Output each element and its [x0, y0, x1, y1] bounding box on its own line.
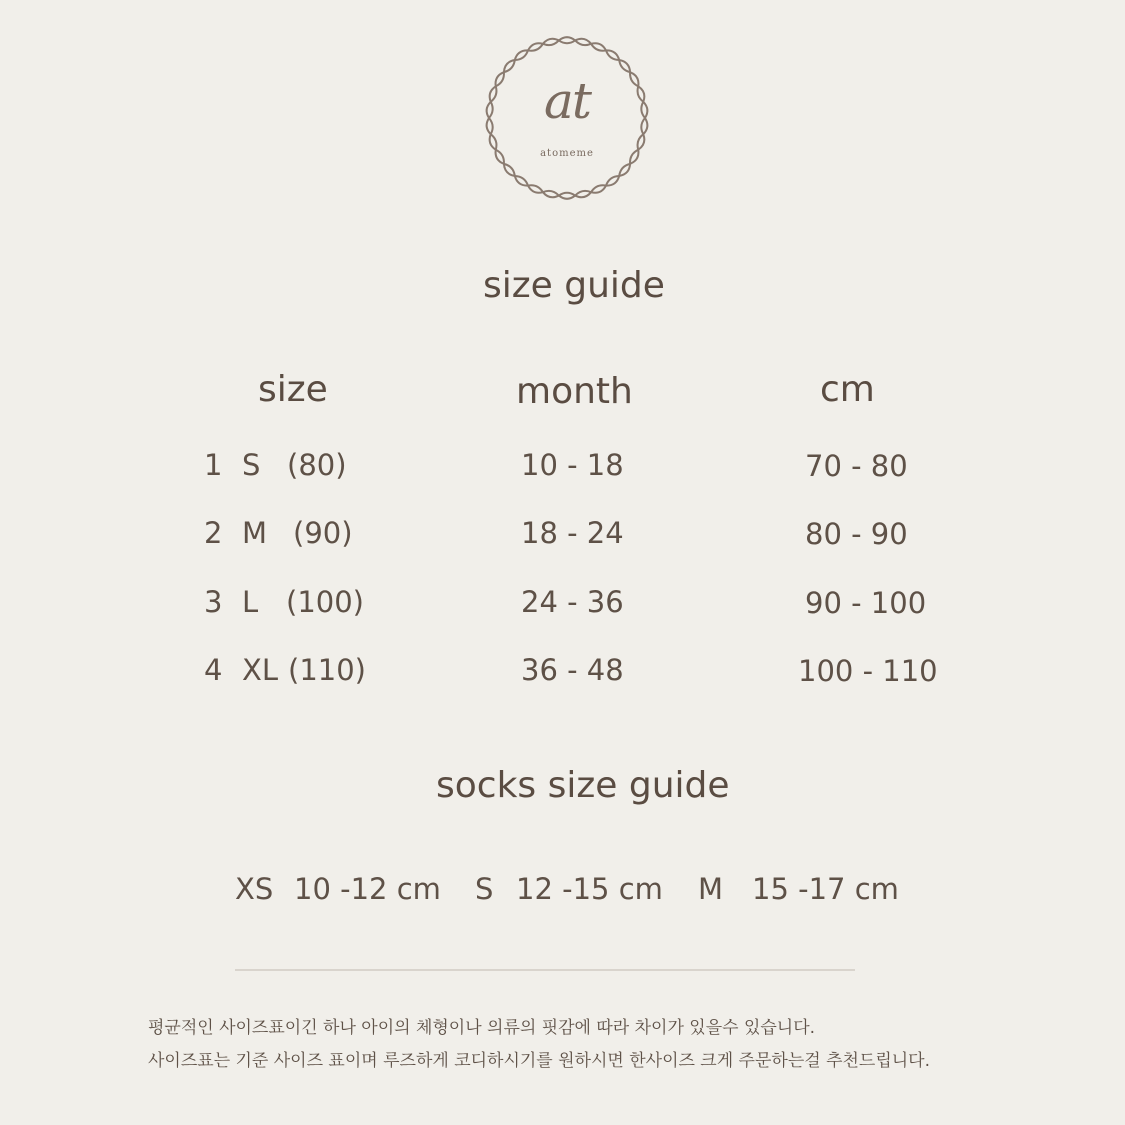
row-cm: 100 - 110 [798, 654, 938, 688]
socks-size: S [475, 872, 494, 906]
row-size-code: (100) [286, 585, 364, 619]
divider [235, 969, 855, 971]
socks-range: 12 -15 cm [516, 872, 663, 906]
row-cm: 70 - 80 [805, 449, 908, 483]
row-size-letter: XL [242, 653, 279, 687]
header-cm: cm [820, 369, 875, 410]
wreath-link [515, 176, 528, 186]
row-size-code: (80) [287, 448, 347, 482]
wreath-link [559, 37, 575, 43]
row-size-letter: S [242, 448, 261, 482]
wreath-link [559, 193, 575, 199]
header-size: size [258, 369, 328, 410]
wreath-link [490, 134, 497, 150]
row-number: 2 [204, 516, 223, 550]
socks-guide-title: socks size guide [436, 765, 730, 806]
socks-size: M [698, 872, 724, 906]
row-size-code: (110) [288, 653, 366, 687]
wreath-link [528, 185, 543, 192]
row-size-code: (90) [293, 516, 353, 550]
row-number: 3 [204, 585, 223, 619]
socks-range: 15 -17 cm [752, 872, 899, 906]
wreath-link [575, 191, 591, 197]
row-number: 1 [204, 448, 223, 482]
row-month: 18 - 24 [521, 516, 624, 550]
wreath-link [606, 50, 619, 60]
wreath-link [619, 60, 630, 72]
header-month: month [516, 371, 633, 412]
row-cm: 80 - 90 [805, 517, 908, 551]
wreath-link [543, 39, 559, 45]
note-line: 평균적인 사이즈표이긴 하나 아이의 체형이나 의류의 핏감에 따라 차이가 있을수 있습니다. [148, 1018, 816, 1038]
wreath-link [543, 191, 559, 197]
row-size-letter: L [242, 585, 259, 619]
wreath-link [504, 164, 515, 176]
note-line: 사이즈표는 기준 사이즈 표이며 루즈하게 코디하시기를 원하시면 한사이즈 크게 주문하는걸 추천드립니다. [148, 1051, 931, 1071]
wreath-link [638, 134, 645, 150]
row-month: 10 - 18 [521, 448, 624, 482]
row-month: 24 - 36 [521, 585, 624, 619]
wreath-link [591, 43, 606, 50]
wreath-link [591, 185, 606, 192]
wreath-link [619, 164, 630, 176]
wreath-link [528, 43, 543, 50]
wreath-link [575, 39, 591, 45]
wreath-link [515, 50, 528, 60]
wreath-link [504, 60, 515, 72]
logo-monogram: at [544, 72, 590, 130]
row-month: 36 - 48 [521, 653, 624, 687]
size-guide-title: size guide [483, 265, 665, 306]
socks-range: 10 -12 cm [294, 872, 441, 906]
wreath-link [606, 176, 619, 186]
row-size-letter: M [242, 516, 268, 550]
brand-logo [481, 34, 653, 202]
row-number: 4 [204, 653, 223, 687]
socks-size: XS [235, 872, 274, 906]
logo-wordmark: atomeme [540, 148, 594, 159]
row-cm: 90 - 100 [805, 586, 927, 620]
